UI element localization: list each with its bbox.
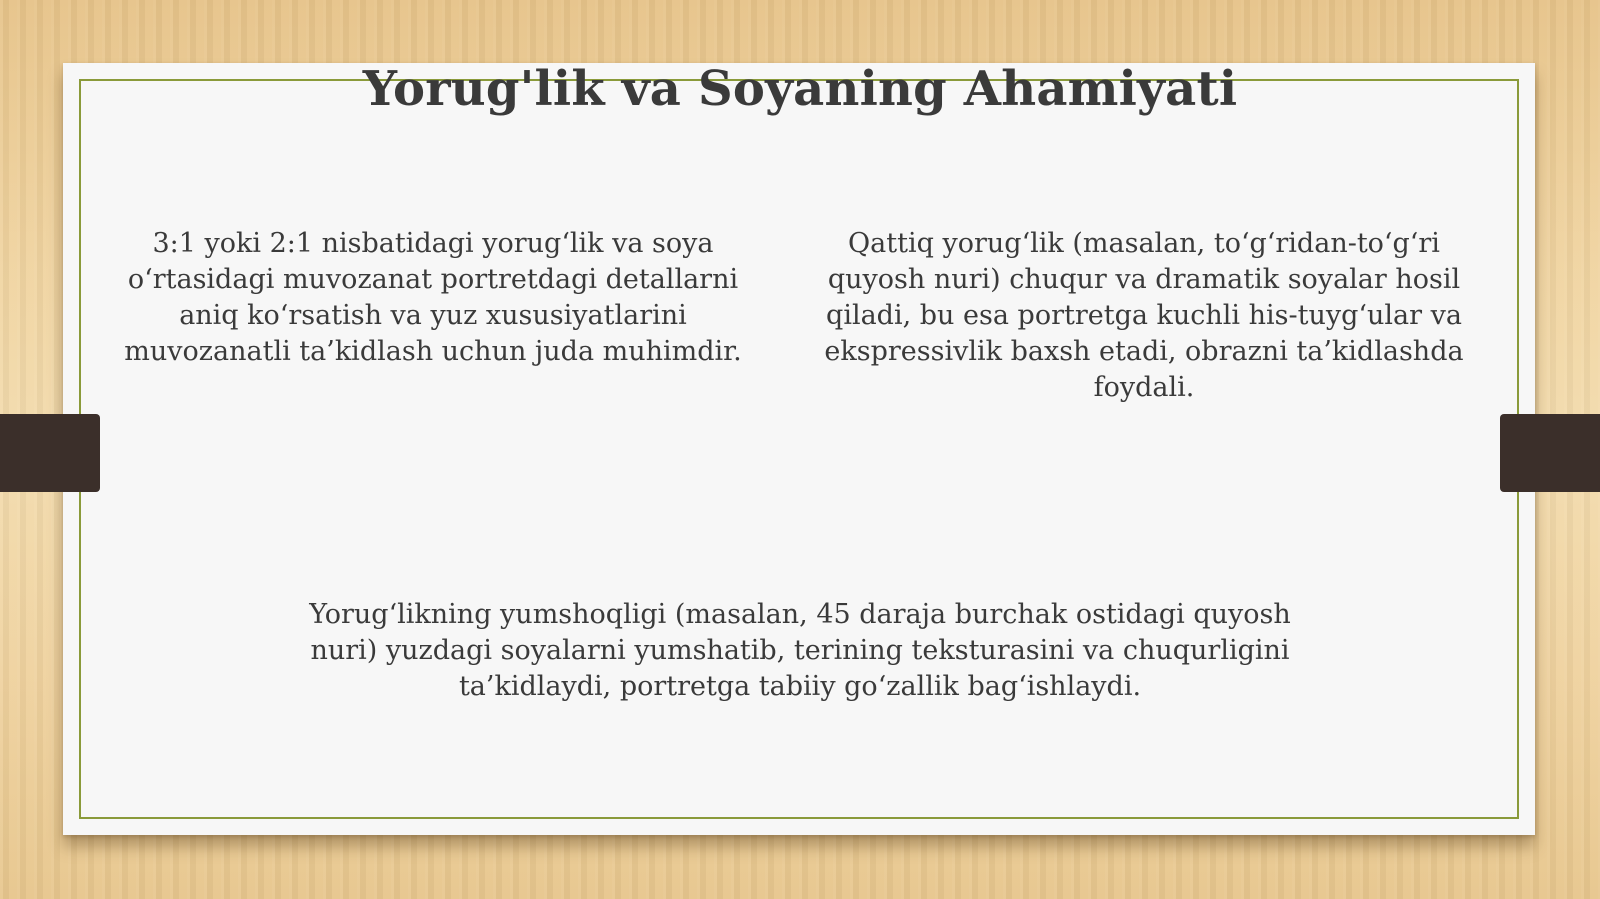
- slide-card: [63, 63, 1535, 835]
- slide-title: Yorug'lik va Soyaning Ahamiyati: [362, 61, 1238, 117]
- right-binder-tab: [1500, 414, 1600, 492]
- paragraph-bottom: Yorug‘likning yumshoqligi (masalan, 45 daraja burchak ostidagi quyosh nuri) yuzdagi soyalarni yumshatib, terining teksturasini va chuqurligini ta’kidlaydi, portretga tabiiy go‘zallik bag‘ishlaydi.: [309, 599, 1291, 702]
- paragraph-right: Qattiq yorug‘lik (masalan, to‘g‘ridan-to‘g‘ri quyosh nuri) chuqur va dramatik soyalar hosil qiladi, bu esa portretga kuchli his-tuyg‘ular va ekspressivlik baxsh etadi, obrazni ta’kidlashda foydali.: [824, 228, 1464, 403]
- left-binder-tab: [0, 414, 100, 492]
- slide-inner-border: [79, 79, 1519, 819]
- paragraph-left: 3:1 yoki 2:1 nisbatidagi yorug‘lik va soya o‘rtasidagi muvozanat portretdagi detallarni aniq ko‘rsatish va yuz xususiyatlarini muvozanatli ta’kidlash uchun juda muhimdir.: [124, 228, 742, 367]
